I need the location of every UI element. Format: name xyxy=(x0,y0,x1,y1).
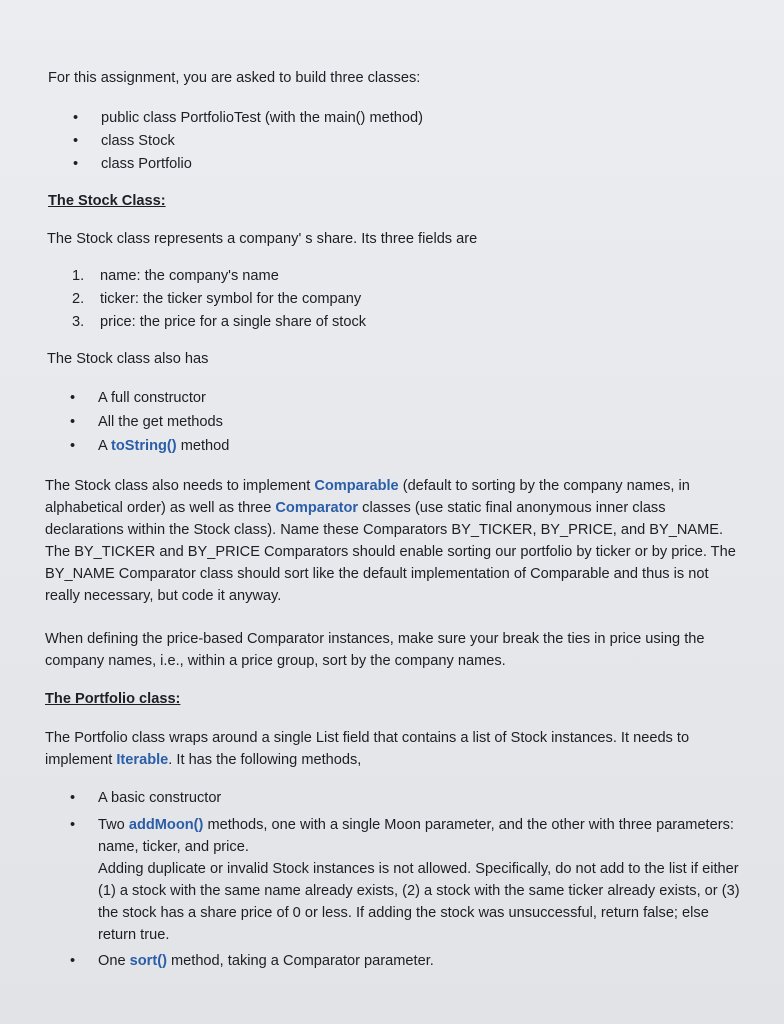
portfolio-heading: The Portfolio class: xyxy=(45,691,181,707)
iterable-keyword: Iterable xyxy=(116,752,169,768)
comparable-paragraph: The Stock class also needs to implement Comparable (default to sorting by the company names, in alphabetical order) as well as three Comparator classes (use static final anonymous inner class declarations within the Stock class). Name these Comparators BY_TICKER, BY_PRICE, and BY_NAME. The BY_TICKER and BY_PRICE Comparators should enable sorting our portfolio by ticker or by price. The BY_NAME Comparator class should sort like the default implementation of Comparable and thus is not really necessary, but code it anyway. xyxy=(45,478,736,604)
stock-method-list xyxy=(70,387,230,459)
list-item: • class Stock xyxy=(73,133,175,149)
sort-keyword: sort() xyxy=(129,953,167,969)
list-item: 2. ticker: the ticker symbol for the company xyxy=(72,291,362,307)
list-item: • Two addMoon() methods, one with a single Moon parameter, and the other with three parameters: name, ticker, and price. Adding duplicate or invalid Stock instances is not allowed. Specifically, do not add to the list if either (1) a stock with the same name already exists, (2) a stock with the same ticker already exists, or (3) the stock has a share price of 0 or less. If adding the stock was unsuccessful, return false; else return true. xyxy=(70,817,740,943)
tostring-keyword: toString() xyxy=(110,438,177,454)
class-list xyxy=(73,107,423,176)
list-item: • All the get methods xyxy=(70,414,223,430)
field-list xyxy=(72,265,367,334)
list-item: 3. price: the price for a single share of stock xyxy=(72,314,367,330)
list-item: • A basic constructor xyxy=(70,790,222,806)
list-item: • One sort() method, taking a Comparator parameter. xyxy=(70,953,434,969)
list-item: 1. name: the company's name xyxy=(72,268,279,284)
addmoon-keyword: addMoon() xyxy=(128,817,204,833)
list-item: • A toString() method xyxy=(70,438,230,454)
stock-heading: The Stock Class: xyxy=(48,193,166,209)
comparator-keyword: Comparator xyxy=(275,500,359,516)
stock-description: The Stock class represents a company' s share. Its three fields are xyxy=(47,231,478,247)
portfolio-paragraph: The Portfolio class wraps around a single List field that contains a list of Stock instances. It needs to implement Iterable. It has the following methods, xyxy=(45,730,690,768)
portfolio-method-list xyxy=(70,787,748,972)
list-item: • public class PortfolioTest (with the main() method) xyxy=(73,110,423,126)
stock-also-text: The Stock class also has xyxy=(47,351,209,367)
list-item: • A full constructor xyxy=(70,390,206,406)
price-comparator-paragraph: When defining the price-based Comparator instances, make sure your break the ties in price using the company names, i.e., within a price group, sort by the company names. xyxy=(45,631,705,669)
comparable-keyword: Comparable xyxy=(314,478,399,494)
intro-text: For this assignment, you are asked to build three classes: xyxy=(48,70,421,86)
list-item: • class Portfolio xyxy=(73,156,192,172)
add-rules-text: Adding duplicate or invalid Stock instances is not allowed. Specifically, do not add to the list if either (1) a stock with the same name already exists, (2) a stock with the same ticker already exists, or (3) the stock has a share price of 0 or less. If adding the stock was unsuccessful, return false; else return true. xyxy=(98,861,740,943)
